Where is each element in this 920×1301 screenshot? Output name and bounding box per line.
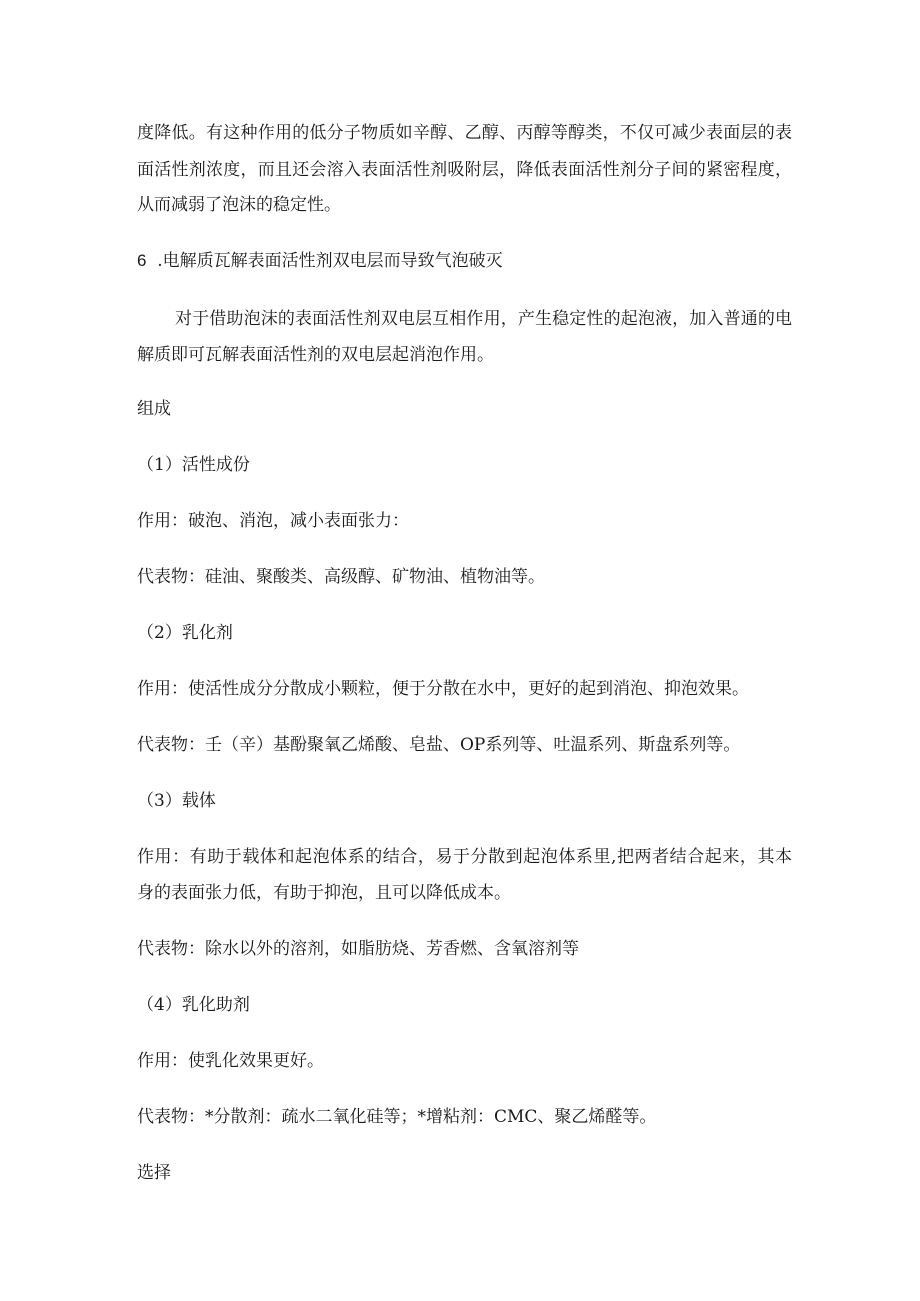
item-function: 作用：使乳化效果更好。 — [137, 1051, 324, 1071]
item-label: （1）活性成份 — [137, 455, 250, 475]
heading-text: .电解质瓦解表面活性剂双电层而导致气泡破灭 — [157, 251, 503, 271]
heading-number: 6 — [137, 251, 147, 270]
item-examples: 代表物：硅油、聚酸类、高级醇、矿物油、植物油等。 — [137, 567, 545, 587]
item-examples: 代表物：*分散剂：疏水二氧化硅等；*增粘剂：CMC、聚乙烯醛等。 — [137, 1107, 657, 1127]
item-function: 作用：使活性成分分散成小颗粒，便于分散在水中，更好的起到消泡、抑泡效果。 — [137, 679, 749, 699]
item-examples: 代表物：除水以外的溶剂，如脂肪烧、芳香燃、含氧溶剂等 — [137, 939, 579, 959]
section-title-composition: 组成 — [137, 399, 171, 419]
item-function-line: 身的表面张力低，有助于抑泡，且可以降低成本。 — [137, 883, 511, 903]
item-function-line: 作用：有助于载体和起泡体系的结合，易于分散到起泡体系里,把两者结合起来，其本 — [137, 847, 792, 867]
item-label: （4）乳化助剂 — [137, 995, 250, 1015]
item-function: 作用：破泡、消泡，减小表面张力： — [137, 511, 409, 531]
paragraph-line: 从而减弱了泡沫的稳定性。 — [137, 195, 341, 215]
paragraph-line: 度降低。有这种作用的低分子物质如辛醇、乙醇、丙醇等醇类，不仅可减少表面层的表 — [137, 123, 792, 143]
item-examples: 代表物：壬（辛）基酚聚氧乙烯酸、皂盐、OP系列等、吐温系列、斯盘系列等。 — [137, 735, 741, 755]
paragraph-line: 解质即可瓦解表面活性剂的双电层起消泡作用。 — [137, 345, 494, 365]
paragraph-line: 面活性剂浓度，而且还会溶入表面活性剂吸附层，降低表面活性剂分子间的紧密程度， — [137, 160, 792, 180]
item-label: （3）载体 — [137, 791, 216, 811]
section-heading-6 — [137, 251, 503, 271]
section-title-selection: 选择 — [137, 1163, 171, 1183]
item-label: （2）乳化剂 — [137, 623, 233, 643]
paragraph-line: 对于借助泡沫的表面活性剂双电层互相作用，产生稳定性的起泡液，加入普通的电 — [175, 309, 792, 329]
